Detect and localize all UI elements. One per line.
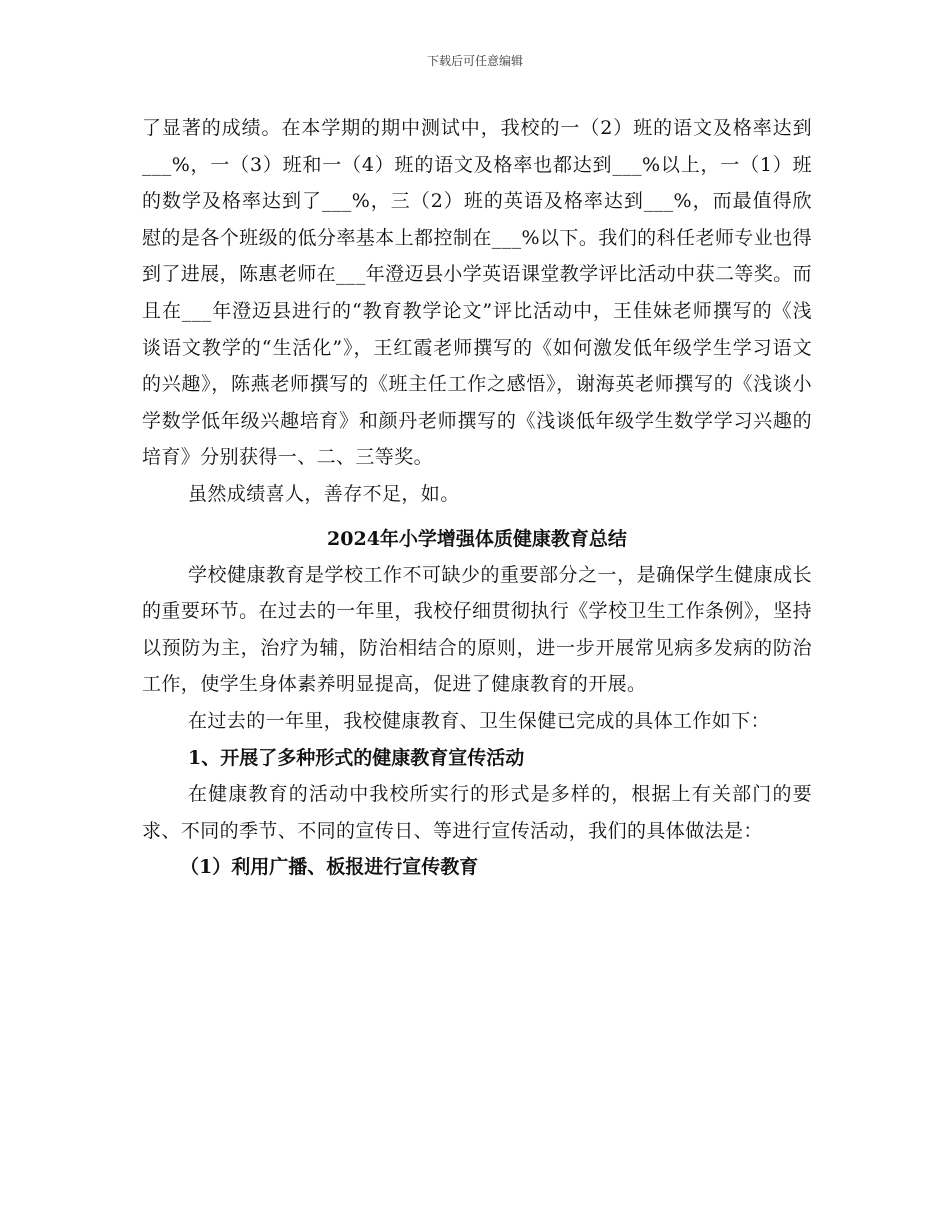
page-header: 下载后可任意编辑 [426,54,523,68]
paragraph-intro: 学校健康教育是学校工作不可缺少的重要部分之一，是确保学生健康成长的重要环节。在过去的一年里，我校仔细贯彻执行《学校卫生工作条例》，坚持以预防为主，治疗为辅，防治相结合的原则，进一步开展常见病多发病的防治工作，使学生身体素养明显提高，促进了健康教育的开展。 [142,563,812,696]
paragraph-methods: 在健康教育的活动中我校所实行的形式是多样的，根据上有关部门的要求、不同的季节、不同的宣传日、等进行宣传活动，我们的具体做法是： [142,783,812,842]
paragraph-achievements: 了显著的成绩。在本学期的期中测试中，我校的一（2）班的语文及格率达到___%，一（3）班和一（4）班的语文及格率也都达到___%以上，一（1）班的数学及格率达到了___%，三（2）班的英语及格率达到___%，而最值得欣慰的是各个班级的低分率基本上都控制在___%以下。我们的科任老师专业也得到了进展，陈惠老师在___年澄迈县小学英语课堂教学评比活动中获二等奖。而且在___年澄迈县进行的“教育教学论文”评比活动中，王佳妹老师撰写的《浅谈语文教学的“生活化”》，王红霞老师撰写的《如何激发低年级学生学习语文的兴趣》，陈燕老师撰写的《班主任工作之感悟》，谢海英老师撰写的《浅谈小学数学低年级兴趣培育》和颜丹老师撰写的《浅谈低年级学生数学学习兴趣的培育》分别获得一、二、三等奖。 [142,117,812,469]
paragraph-work-list-intro: 在过去的一年里，我校健康教育、卫生保健已完成的具体工作如下： [188,709,771,732]
heading-item-1: 1、开展了多种形式的健康教育宣传活动 [188,746,525,769]
heading-subitem-1: （1）利用广播、板报进行宣传教育 [180,856,479,879]
document-body [142,110,812,886]
paragraph-shortcomings: 虽然成绩喜人，善存不足，如。 [188,482,460,505]
section-title: 2024年小学增强体质健康教育总结 [327,527,627,550]
